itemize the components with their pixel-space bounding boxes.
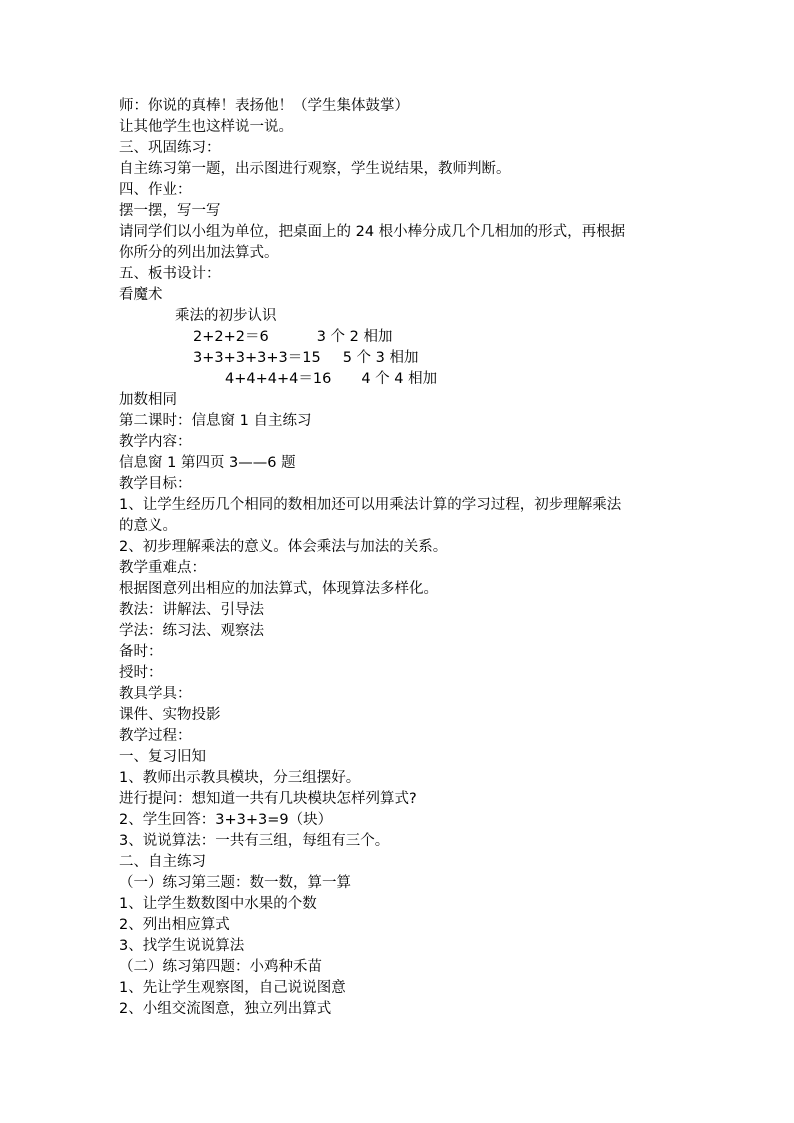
text-line: 进行提问：想知道一共有几块模块怎样列算式? (119, 791, 417, 807)
section-heading: 四、作业： (119, 182, 192, 198)
text-line: 让其他学生也这样说一说。 (119, 119, 293, 135)
text-line: 的意义。 (119, 518, 177, 534)
text-line: 看魔术 (119, 287, 163, 303)
section-heading: 五、板书设计： (119, 266, 221, 282)
text-line: 1、让学生经历几个相同的数相加还可以用乘法计算的学习过程，初步理解乘法 (119, 497, 622, 513)
text-line: 你所分的列出加法算式。 (119, 245, 279, 261)
text-line: 教学重难点： (119, 560, 206, 576)
text-line: 教学目标： (119, 476, 192, 492)
text-line: 学法：练习法、观察法 (119, 623, 264, 639)
text-line: 请同学们以小组为单位，把桌面上的 24 根小棒分成几个几相加的形式，再根据 (119, 224, 626, 240)
text-line: 课件、实物投影 (119, 707, 221, 723)
equation: 3+3+3+3+3＝15 (193, 350, 321, 366)
text-line: 师：你说的真棒！表扬他！（学生集体鼓掌） (119, 98, 409, 114)
section-heading: 第二课时：信息窗 1 自主练习 (119, 413, 312, 429)
text-line: 1、先让学生观察图，自己说说图意 (119, 980, 346, 996)
text-line: 2、列出相应算式 (119, 917, 230, 933)
board-title: 乘法的初步认识 (175, 308, 277, 324)
section-heading: 三、巩固练习： (119, 140, 221, 156)
text-line: 2、学生回答：3+3+3=9（块） (119, 812, 333, 828)
text-line: 1、让学生数数图中水果的个数 (119, 896, 317, 912)
text-line: 2、小组交流图意，独立列出算式 (119, 1001, 332, 1017)
text-line: 教法：讲解法、引导法 (119, 602, 264, 618)
text-line: 教学过程： (119, 728, 192, 744)
text-line: （一）练习第三题：数一数，算一算 (119, 875, 351, 891)
equation-row (225, 369, 437, 389)
text-line: 信息窗 1 第四页 3——6 题 (119, 455, 296, 471)
equation-row (193, 327, 392, 347)
text-line: 3、说说算法：一共有三组，每组有三个。 (119, 833, 390, 849)
text-line: 自主练习第一题，出示图进行观察，学生说结果，教师判断。 (119, 161, 511, 177)
equation: 2+2+2＝6 (193, 329, 269, 345)
equation-note: 5 个 3 相加 (342, 350, 419, 366)
text-line: 3、找学生说说算法 (119, 938, 245, 954)
section-heading: 二、自主练习 (119, 854, 206, 870)
text-line: 2、初步理解乘法的意义。体会乘法与加法的关系。 (119, 539, 448, 555)
equation-note: 4 个 4 相加 (361, 371, 438, 387)
text-line: 加数相同 (119, 392, 177, 408)
text-line: 授时： (119, 665, 163, 681)
text-line: 教具学具： (119, 686, 192, 702)
section-heading: 一、复习旧知 (119, 749, 206, 765)
equation-note: 3 个 2 相加 (316, 329, 393, 345)
text-line: 摆一摆，写一写 (119, 203, 221, 219)
text-line: （二）练习第四题：小鸡种禾苗 (119, 959, 322, 975)
equation: 4+4+4+4＝16 (225, 371, 332, 387)
equation-row (193, 348, 418, 368)
text-line: 根据图意列出相应的加法算式，体现算法多样化。 (119, 581, 438, 597)
text-line: 教学内容： (119, 434, 192, 450)
text-line: 备时： (119, 644, 163, 660)
text-line: 1、教师出示教具模块，分三组摆好。 (119, 770, 361, 786)
